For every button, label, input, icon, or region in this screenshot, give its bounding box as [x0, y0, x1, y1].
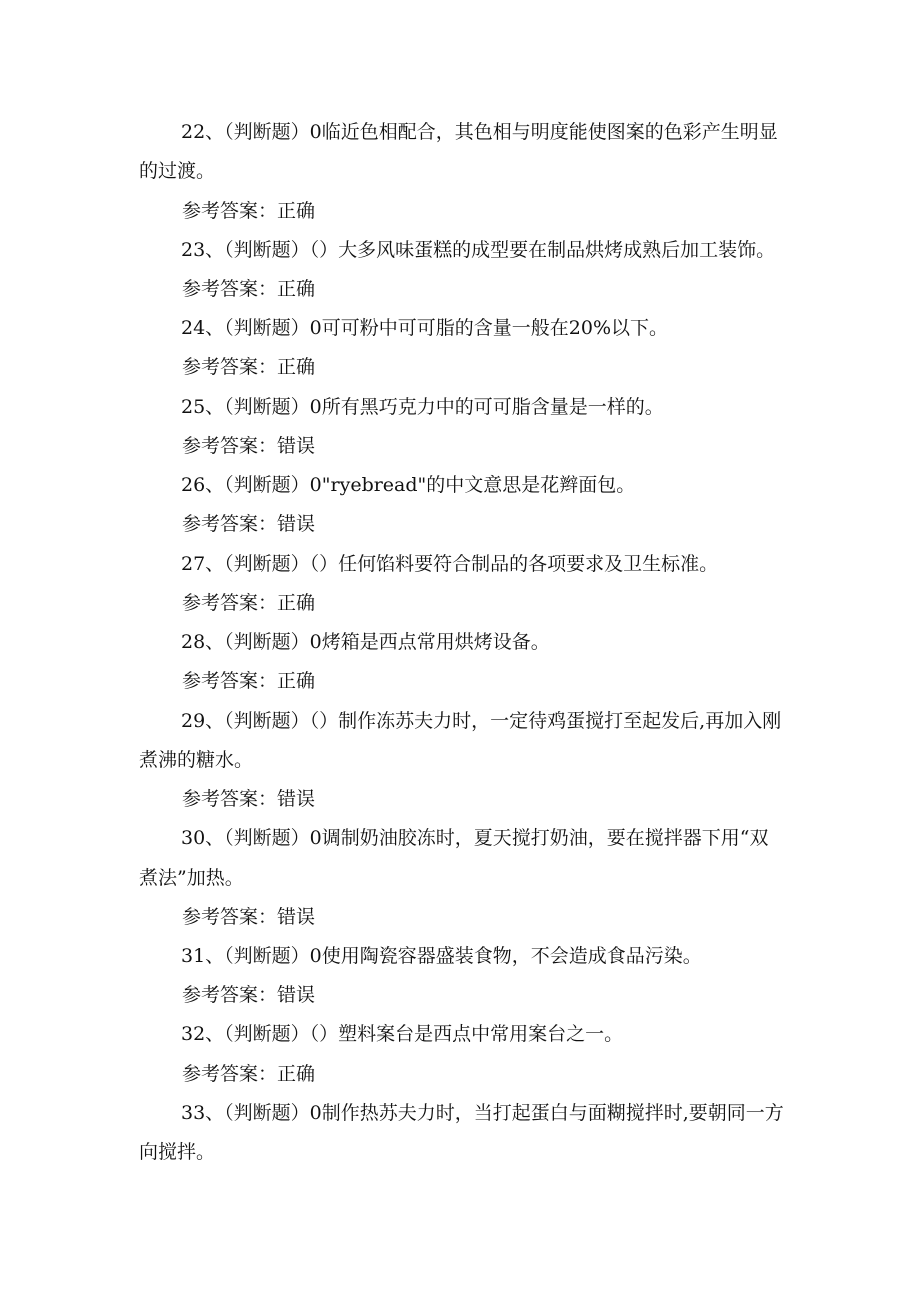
answer-31: 参考答案：错误	[182, 984, 316, 1006]
question-29-text: 29、（判断题）（）制作冻苏夫力时，一定待鸡蛋搅打至起发后,再加入刚	[181, 710, 782, 732]
question-26-text: 26、（判断题）0"ryebread"的中文意思是花辫面包。	[181, 474, 636, 496]
question-23-text: 23、（判断题）（）大多风味蛋糕的成型要在制品烘烤成熟后加工装饰。	[181, 239, 776, 261]
question-22-continuation: 的过渡。	[139, 160, 216, 182]
question-24-text: 24、（判断题）0可可粉中可可脂的含量一般在20%以下。	[181, 317, 668, 339]
answer-27: 参考答案：正确	[182, 592, 316, 614]
answer-30: 参考答案：错误	[182, 906, 316, 928]
question-33-continuation: 向搅拌。	[139, 1141, 216, 1163]
question-30-text: 30、（判断题）0调制奶油胶冻时，夏天搅打奶油，要在搅拌器下用“双	[181, 827, 769, 849]
answer-28: 参考答案：正确	[182, 670, 316, 692]
answer-23: 参考答案：正确	[182, 278, 316, 300]
question-30-continuation: 煮法”加热。	[139, 867, 244, 889]
question-22-text: 22、（判断题）0临近色相配合，其色相与明度能使图案的色彩产生明显	[181, 121, 778, 143]
question-32-text: 32、（判断题）（）塑料案台是西点中常用案台之一。	[181, 1023, 624, 1045]
question-31-text: 31、（判断题）0使用陶瓷容器盛装食物，不会造成食品污染。	[181, 945, 702, 967]
answer-26: 参考答案：错误	[182, 513, 316, 535]
answer-25: 参考答案：错误	[182, 435, 316, 457]
answer-22: 参考答案：正确	[182, 200, 316, 222]
question-25-text: 25、（判断题）0所有黑巧克力中的可可脂含量是一样的。	[181, 396, 664, 418]
question-28-text: 28、（判断题）0烤箱是西点常用烘烤设备。	[181, 631, 550, 653]
question-33-text: 33、（判断题）0制作热苏夫力时，当打起蛋白与面糊搅拌时,要朝同一方	[181, 1102, 784, 1124]
question-27-text: 27、（判断题）（）任何馅料要符合制品的各项要求及卫生标准。	[181, 553, 719, 575]
answer-24: 参考答案：正确	[182, 356, 316, 378]
answer-29: 参考答案：错误	[182, 788, 316, 810]
question-29-continuation: 煮沸的糖水。	[139, 749, 254, 771]
answer-32: 参考答案：正确	[182, 1063, 316, 1085]
